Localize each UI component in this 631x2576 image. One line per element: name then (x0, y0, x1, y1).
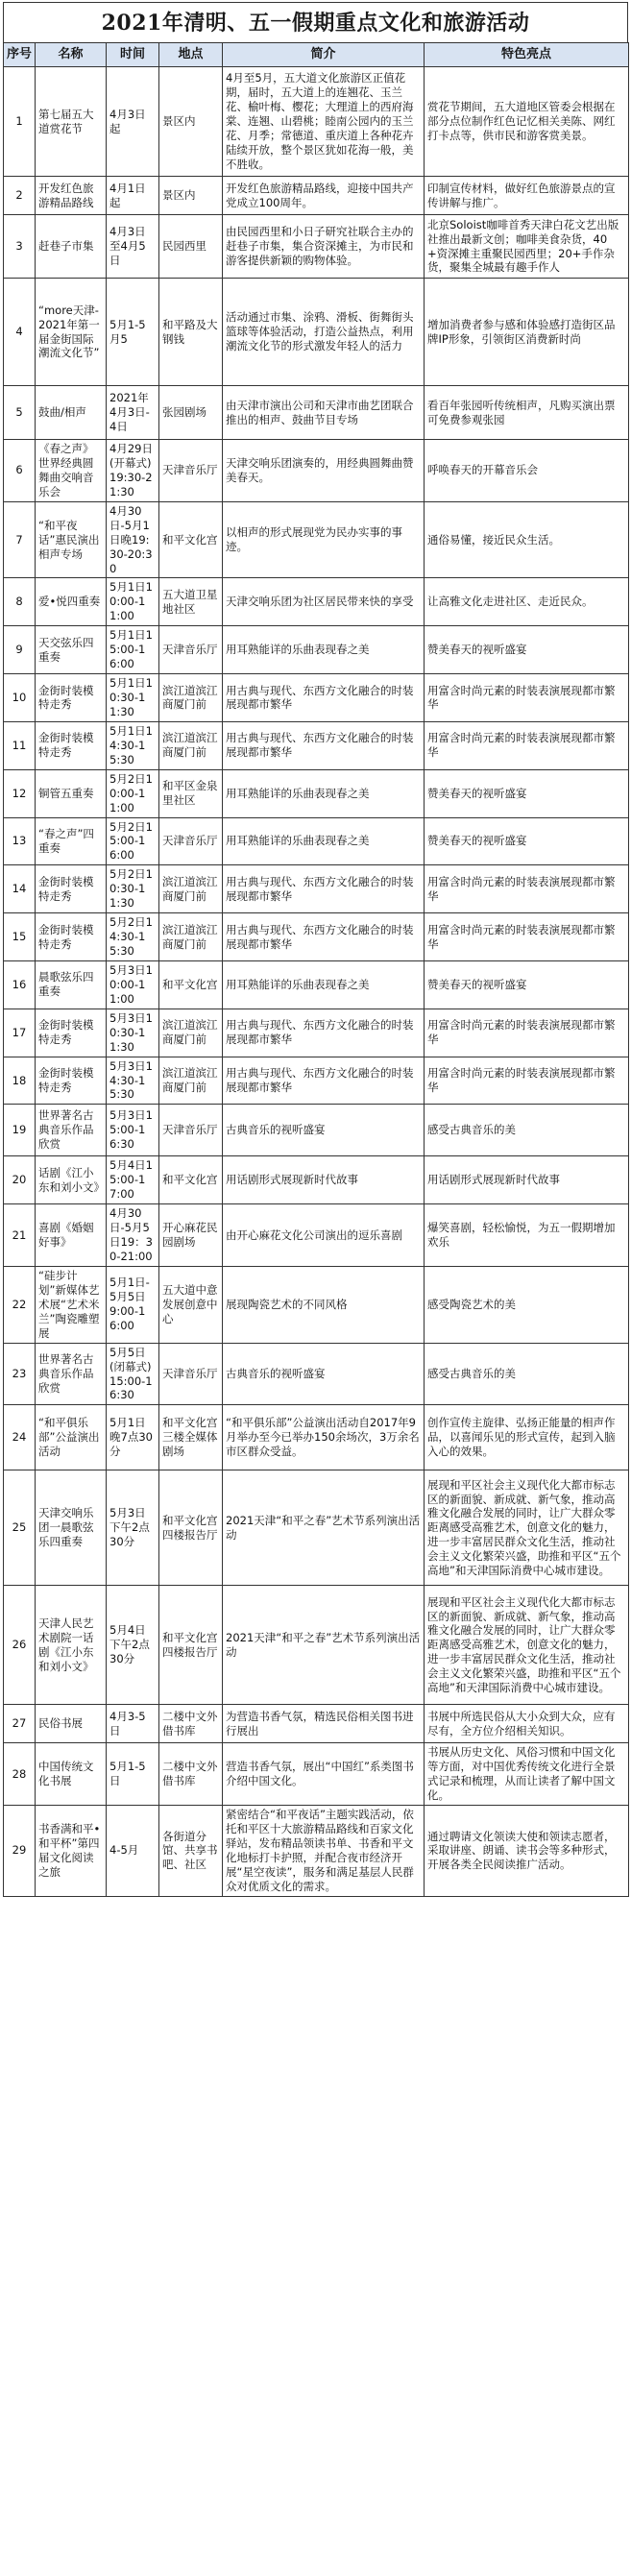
activity-name: 金街时装模特走秀 (36, 913, 107, 961)
activity-intro: 由开心麻花文化公司演出的逗乐喜剧 (223, 1204, 425, 1267)
activity-name: 金街时装模特走秀 (36, 865, 107, 913)
table-row (4, 1470, 629, 1586)
activity-name: 天津交响乐团一晨歌弦乐四重奏 (36, 1470, 107, 1586)
row-number: 12 (4, 769, 36, 817)
activity-name: “和平夜话”惠民演出相声专场 (36, 501, 107, 578)
activity-place: 民园西里 (159, 215, 223, 279)
activity-feature: 书展中所选民俗从大小众到大众，应有尽有，全方位介绍相关知识。 (425, 1705, 629, 1743)
activity-feature: 用富含时尚元素的时装表演展现都市繁华 (425, 1057, 629, 1105)
activity-feature: 感受古典音乐的美 (425, 1343, 629, 1405)
row-number: 11 (4, 721, 36, 769)
activity-time: 5月3日14:30-15:30 (107, 1057, 159, 1105)
activity-time: 5月4日15:00-17:00 (107, 1156, 159, 1204)
activity-feature: 展现和平区社会主义现代化大都市标志区的新面貌、新成就、新气象，推动高雅文化融合发展的同时，让广大群众零距离感受高雅艺术，创意文化的魅力，进一步丰富居民群众文化生活，推动社会主义文化繁荣兴盛，助推和平区“五个高地”和天津国际消费中心城市建设。 (425, 1586, 629, 1705)
activity-time: 4月3日起 (107, 67, 159, 177)
table-row (4, 1105, 629, 1156)
activity-place: 天津音乐厅 (159, 626, 223, 674)
row-number: 7 (4, 501, 36, 578)
activity-place: 和平文化宫 (159, 960, 223, 1009)
table-row (4, 1743, 629, 1806)
activity-time: 5月2日15:00-16:00 (107, 817, 159, 865)
activity-name: “more天津-2021年第一届金街国际潮流文化节” (36, 279, 107, 386)
activity-place: 二楼中文外借书库 (159, 1705, 223, 1743)
activity-intro: “和平俱乐部”公益演出活动自2017年9月举办至今已举办150余场次，3万余名市区群众受益。 (223, 1405, 425, 1470)
activity-feature: 用富含时尚元素的时装表演展现都市繁华 (425, 674, 629, 722)
activity-feature: 用富含时尚元素的时装表演展现都市繁华 (425, 721, 629, 769)
activity-feature: 书展从历史文化、风俗习惯和中国文化等方面，对中国优秀传统文化进行全景式记录和梳理，从而让读者了解中国文化。 (425, 1743, 629, 1806)
activity-feature: 赏花节期间，五大道地区管委会根据在部分点位制作红色记忆相关美陈、网红打卡点等，供市民和游客赏美景。 (425, 67, 629, 177)
activity-time: 5月1日晚7点30分 (107, 1405, 159, 1470)
activity-name: 金街时装模特走秀 (36, 1057, 107, 1105)
table-row (4, 67, 629, 177)
activity-name: 铜管五重奏 (36, 769, 107, 817)
activity-place: 天津音乐厅 (159, 1343, 223, 1405)
activity-place: 景区内 (159, 177, 223, 215)
row-number: 8 (4, 578, 36, 626)
activity-name: 民俗书展 (36, 1705, 107, 1743)
activity-intro: 用古典与现代、东西方文化融合的时装展现都市繁华 (223, 865, 425, 913)
activity-intro: 以相声的形式展现党为民办实事的事迹。 (223, 501, 425, 578)
activity-intro: 2021天津“和平之春”艺术节系列演出活动 (223, 1470, 425, 1586)
activity-place: 滨江道滨江商厦门前 (159, 721, 223, 769)
activity-feature: 北京Soloist咖啡首秀天津白花文艺出版社推出最新文创；咖啡美食杂货，40+资深摊主重聚民园西里；20+手作杂货，聚集全城最有趣手作人 (425, 215, 629, 279)
activity-feature: 用富含时尚元素的时装表演展现都市繁华 (425, 1009, 629, 1057)
activity-name: 金街时装模特走秀 (36, 674, 107, 722)
activity-feature: 用富含时尚元素的时装表演展现都市繁华 (425, 913, 629, 961)
row-number: 5 (4, 386, 36, 440)
activity-feature: 让高雅文化走进社区、走近民众。 (425, 578, 629, 626)
activity-feature: 通过聘请文化领读大使和领读志愿者，采取讲座、朗诵、读书会等多种形式，开展各类全民阅读推广活动。 (425, 1806, 629, 1897)
activity-place: 滨江道滨江商厦门前 (159, 913, 223, 961)
activity-place: 和平文化宫 (159, 1156, 223, 1204)
header-feature: 特色亮点 (425, 43, 629, 67)
activity-time: 5月3日15:00-16:30 (107, 1105, 159, 1156)
table-row (4, 913, 629, 961)
activity-name: 晨歌弦乐四重奏 (36, 960, 107, 1009)
activity-intro: 为营造书香气氛，精选民俗相关图书进行展出 (223, 1705, 425, 1743)
activity-time: 4月30日-5月1日晚19:30-20:30 (107, 501, 159, 578)
table-row (4, 1009, 629, 1057)
header-intro: 简介 (223, 43, 425, 67)
table-row (4, 1705, 629, 1743)
row-number: 9 (4, 626, 36, 674)
table-body (4, 67, 629, 1897)
activity-intro: 由天津市演出公司和天津市曲艺团联合推出的相声、鼓曲节目专场 (223, 386, 425, 440)
row-number: 25 (4, 1470, 36, 1586)
activity-place: 和平文化宫 (159, 501, 223, 578)
activity-name: “硅步计划”新媒体艺术展“艺术米兰”陶瓷雕塑展 (36, 1266, 107, 1343)
row-number: 23 (4, 1343, 36, 1405)
activity-intro: 由民园西里和小日子研究社联合主办的赶巷子市集，集合资深摊主，为市民和游客提供新颖的购物体验。 (223, 215, 425, 279)
header-time: 时间 (107, 43, 159, 67)
activity-time: 5月4日下午2点30分 (107, 1586, 159, 1705)
activity-time: 5月3日下午2点30分 (107, 1470, 159, 1586)
row-number: 2 (4, 177, 36, 215)
activity-feature: 赞美春天的视听盛宴 (425, 769, 629, 817)
activity-feature: 印制宣传材料，做好红色旅游景点的宣传讲解与推广。 (425, 177, 629, 215)
activity-place: 开心麻花民园剧场 (159, 1204, 223, 1267)
activity-time: 4月30日-5月5日19：30-21:00 (107, 1204, 159, 1267)
row-number: 16 (4, 960, 36, 1009)
table-row (4, 626, 629, 674)
activity-intro: 用古典与现代、东西方文化融合的时装展现都市繁华 (223, 721, 425, 769)
activity-time: 4月3-5日 (107, 1705, 159, 1743)
header-place: 地点 (159, 43, 223, 67)
activity-time: 5月3日10:00-11:00 (107, 960, 159, 1009)
activity-intro: 4月至5月，五大道文化旅游区正值花期，届时，五大道上的连翘花、玉兰花、榆叶梅、樱花；大理道上的西府海棠、连翘、山碧桃；睦南公园内的玉兰花、月季；常德道、重庆道上各种花卉陆续开放，整个景区犹如花海一般，美不胜收。 (223, 67, 425, 177)
table-row (4, 1405, 629, 1470)
activity-time: 5月2日14:30-15:30 (107, 913, 159, 961)
activity-feature: 感受古典音乐的美 (425, 1105, 629, 1156)
row-number: 27 (4, 1705, 36, 1743)
row-number: 29 (4, 1806, 36, 1897)
row-number: 10 (4, 674, 36, 722)
activity-feature: 通俗易懂，接近民众生活。 (425, 501, 629, 578)
activity-name: 天交弦乐四重奏 (36, 626, 107, 674)
activity-name: 书香满和平•和平杯”第四届文化阅读之旅 (36, 1806, 107, 1897)
activity-name: 开发红色旅游精品路线 (36, 177, 107, 215)
row-number: 6 (4, 440, 36, 502)
table-row (4, 215, 629, 279)
activity-intro: 古典音乐的视听盛宴 (223, 1105, 425, 1156)
row-number: 1 (4, 67, 36, 177)
header-name: 名称 (36, 43, 107, 67)
activity-feature: 增加消费者参与感和体验感打造街区品牌IP形象，引领街区消费新时尚 (425, 279, 629, 386)
activity-time: 5月1-5月5 (107, 279, 159, 386)
activity-feature: 爆笑喜剧，轻松愉悦，为五一假期增加欢乐 (425, 1204, 629, 1267)
table-row (4, 865, 629, 913)
activity-intro: 用话剧形式展现新时代故事 (223, 1156, 425, 1204)
activity-intro: 用耳熟能详的乐曲表现春之美 (223, 960, 425, 1009)
header-no: 序号 (4, 43, 36, 67)
activity-name: 世界著名古典音乐作品欣赏 (36, 1343, 107, 1405)
activity-feature: 创作宣传主旋律、弘扬正能量的相声作品，以喜闻乐见的形式宣传，起到入脑入心的效果。 (425, 1405, 629, 1470)
table-row (4, 674, 629, 722)
activity-time: 5月2日10:30-11:30 (107, 865, 159, 913)
activity-name: 金街时装模特走秀 (36, 1009, 107, 1057)
activity-name: “春之声”四重奏 (36, 817, 107, 865)
activity-intro: 用古典与现代、东西方文化融合的时装展现都市繁华 (223, 913, 425, 961)
row-number: 28 (4, 1743, 36, 1806)
table-row (4, 721, 629, 769)
activity-intro: 用古典与现代、东西方文化融合的时装展现都市繁华 (223, 1057, 425, 1105)
activity-intro: 天津交响乐团为社区居民带来快的享受 (223, 578, 425, 626)
activity-feature: 感受陶瓷艺术的美 (425, 1266, 629, 1343)
activity-place: 滨江道滨江商厦门前 (159, 1057, 223, 1105)
activity-time: 5月1日14:30-15:30 (107, 721, 159, 769)
row-number: 19 (4, 1105, 36, 1156)
row-number: 18 (4, 1057, 36, 1105)
page (3, 0, 628, 1897)
activity-name: 赶巷子市集 (36, 215, 107, 279)
activity-name: 《春之声》世界经典圆舞曲交响音乐会 (36, 440, 107, 502)
activity-intro: 用耳熟能详的乐曲表现春之美 (223, 626, 425, 674)
activity-place: 五大道卫星地社区 (159, 578, 223, 626)
activity-name: 金街时装模特走秀 (36, 721, 107, 769)
activity-feature: 用富含时尚元素的时装表演展现都市繁华 (425, 865, 629, 913)
table-row (4, 1266, 629, 1343)
activity-place: 和平文化宫四楼报告厅 (159, 1470, 223, 1586)
activity-name: 话剧《江小东和刘小文》 (36, 1156, 107, 1204)
activity-place: 和平文化宫四楼报告厅 (159, 1586, 223, 1705)
table-row (4, 817, 629, 865)
activity-place: 滨江道滨江商厦门前 (159, 865, 223, 913)
table-row (4, 386, 629, 440)
row-number: 21 (4, 1204, 36, 1267)
activity-place: 天津音乐厅 (159, 1105, 223, 1156)
activity-intro: 展现陶瓷艺术的不同风格 (223, 1266, 425, 1343)
activity-name: 中国传统文化书展 (36, 1743, 107, 1806)
row-number: 13 (4, 817, 36, 865)
activity-place: 五大道中意发展创意中心 (159, 1266, 223, 1343)
activity-intro: 天津交响乐团演奏的，用经典圆舞曲赞美春天。 (223, 440, 425, 502)
activity-time: 5月5日(闭幕式)15:00-16:30 (107, 1343, 159, 1405)
activity-intro: 用古典与现代、东西方文化融合的时装展现都市繁华 (223, 1009, 425, 1057)
activity-feature: 赞美春天的视听盛宴 (425, 626, 629, 674)
activity-intro: 开发红色旅游精品路线，迎接中国共产党成立100周年。 (223, 177, 425, 215)
table-row (4, 578, 629, 626)
activity-intro: 用古典与现代、东西方文化融合的时装展现都市繁华 (223, 674, 425, 722)
activity-place: 天津音乐厅 (159, 440, 223, 502)
activity-table (3, 42, 629, 1897)
table-row (4, 960, 629, 1009)
row-number: 3 (4, 215, 36, 279)
row-number: 20 (4, 1156, 36, 1204)
row-number: 26 (4, 1586, 36, 1705)
activity-place: 天津音乐厅 (159, 817, 223, 865)
activity-name: 天津人民艺术剧院一话剧《江小东和刘小文》 (36, 1586, 107, 1705)
activity-time: 4月1日起 (107, 177, 159, 215)
activity-name: “和平俱乐部”公益演出活动 (36, 1405, 107, 1470)
table-row (4, 1343, 629, 1405)
activity-place: 景区内 (159, 67, 223, 177)
activity-feature: 赞美春天的视听盛宴 (425, 960, 629, 1009)
activity-place: 张园剧场 (159, 386, 223, 440)
activity-place: 滨江道滨江商厦门前 (159, 674, 223, 722)
activity-time: 5月3日10:30-11:30 (107, 1009, 159, 1057)
table-row (4, 1586, 629, 1705)
table-row (4, 769, 629, 817)
activity-name: 喜剧《婚姻好事》 (36, 1204, 107, 1267)
activity-intro: 古典音乐的视听盛宴 (223, 1343, 425, 1405)
activity-place: 和平区金泉里社区 (159, 769, 223, 817)
activity-name: 世界著名古典音乐作品欣赏 (36, 1105, 107, 1156)
activity-feature: 展现和平区社会主义现代化大都市标志区的新面貌、新成就、新气象，推动高雅文化融合发展的同时，让广大群众零距离感受高雅艺术，创意文化的魅力，进一步丰富居民群众文化生活，推动社会主义文化繁荣兴盛，助推和平区“五个高地”和天津国际消费中心城市建设。 (425, 1470, 629, 1586)
row-number: 15 (4, 913, 36, 961)
table-header-row (4, 43, 629, 67)
activity-intro: 用耳熟能详的乐曲表现春之美 (223, 817, 425, 865)
activity-place: 和平文化宫三楼全媒体剧场 (159, 1405, 223, 1470)
activity-feature: 赞美春天的视听盛宴 (425, 817, 629, 865)
table-row (4, 279, 629, 386)
activity-time: 5月2日10:00-11:00 (107, 769, 159, 817)
activity-time: 2021年4月3日-4日 (107, 386, 159, 440)
page-title: 2021年清明、五一假期重点文化和旅游活动 (3, 2, 628, 42)
activity-time: 5月1-5日 (107, 1743, 159, 1806)
activity-intro: 用耳熟能详的乐曲表现春之美 (223, 769, 425, 817)
row-number: 14 (4, 865, 36, 913)
activity-feature: 看百年张园听传统相声，凡购买演出票可免费参观张园 (425, 386, 629, 440)
activity-place: 各街道分馆、共享书吧、社区 (159, 1806, 223, 1897)
activity-name: 鼓曲/相声 (36, 386, 107, 440)
activity-place: 滨江道滨江商厦门前 (159, 1009, 223, 1057)
activity-time: 5月1日10:00-11:00 (107, 578, 159, 626)
activity-intro: 营造书香气氛，展出“中国红”系类图书介绍中国文化。 (223, 1743, 425, 1806)
activity-intro: 活动通过市集、涂鸦、滑板、街舞街头篮球等体验活动，打造公益热点，利用潮流文化节的形式激发年轻人的活力 (223, 279, 425, 386)
activity-feature: 呼唤春天的开幕音乐会 (425, 440, 629, 502)
activity-time: 4-5月 (107, 1806, 159, 1897)
row-number: 4 (4, 279, 36, 386)
row-number: 17 (4, 1009, 36, 1057)
table-row (4, 501, 629, 578)
table-row (4, 440, 629, 502)
activity-feature: 用话剧形式展现新时代故事 (425, 1156, 629, 1204)
activity-place: 和平路及大钢钱 (159, 279, 223, 386)
activity-intro: 紧密结合“和平夜话”主题实践活动，依托和平区十大旅游精品路线和百家文化驿站，发布精品领读书单、书香和平文化地标打卡护照，并配合夜市经济开展“星空夜读”，服务和满足基层人民群众对优质文化的需求。 (223, 1806, 425, 1897)
table-row (4, 1057, 629, 1105)
activity-place: 二楼中文外借书库 (159, 1743, 223, 1806)
row-number: 22 (4, 1266, 36, 1343)
table-row (4, 1806, 629, 1897)
row-number: 24 (4, 1405, 36, 1470)
activity-time: 4月29日(开幕式)19:30-21:30 (107, 440, 159, 502)
activity-time: 5月1日-5月5日9:00-16:00 (107, 1266, 159, 1343)
activity-intro: 2021天津“和平之春”艺术节系列演出活动 (223, 1586, 425, 1705)
activity-time: 4月3日至4月5日 (107, 215, 159, 279)
activity-time: 5月1日10:30-11:30 (107, 674, 159, 722)
activity-name: 爱•悦四重奏 (36, 578, 107, 626)
activity-name: 第七届五大道赏花节 (36, 67, 107, 177)
table-row (4, 1156, 629, 1204)
table-row (4, 1204, 629, 1267)
activity-time: 5月1日15:00-16:00 (107, 626, 159, 674)
table-row (4, 177, 629, 215)
